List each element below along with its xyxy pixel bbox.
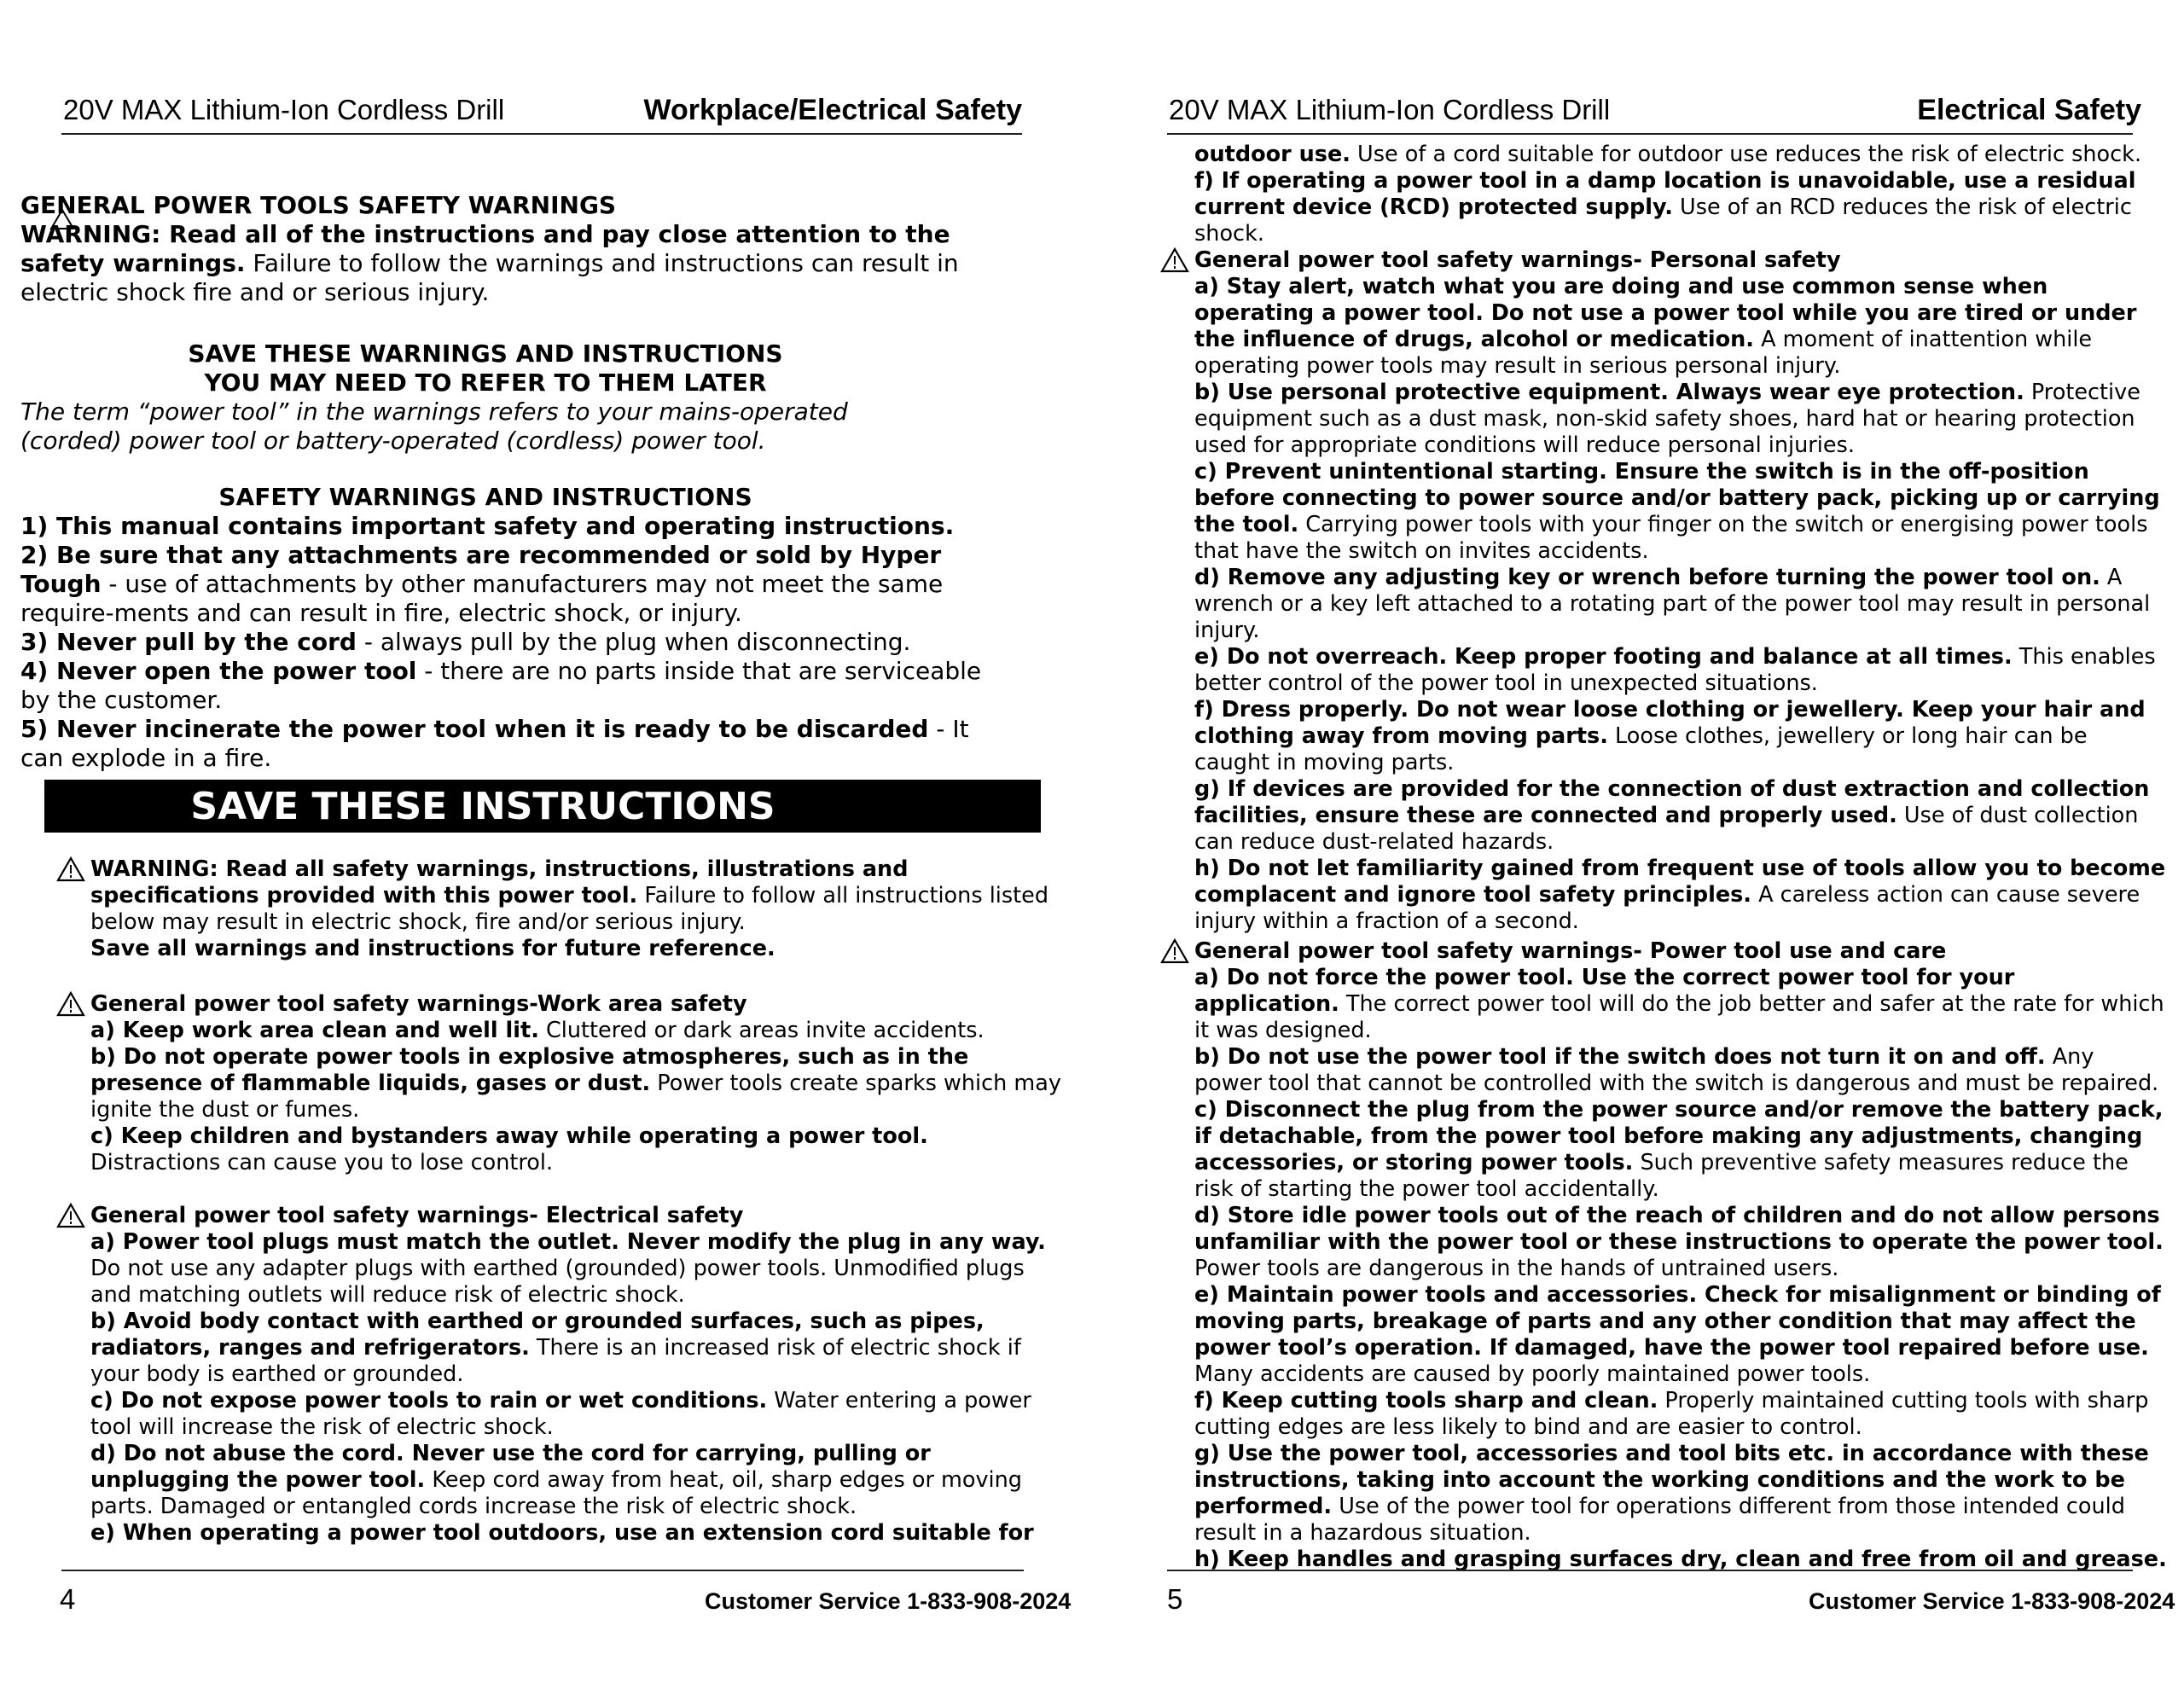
work-area-heading: General power tool safety warnings-Work area safety: [90, 991, 747, 1017]
personal-item-b-rest: Protective equipment such as a dust mask, non-skid safety shoes, hard hat or hearing protection used for appropriate conditions will reduce personal injuries.: [1194, 380, 2140, 458]
header-section: Workplace/Electrical Safety: [643, 94, 1022, 126]
use-care-section: [1194, 938, 2167, 1573]
swi-item-5-bold: 5) Never incinerate the power tool when it is ready to be discarded: [20, 715, 929, 743]
warning-triangle-icon: [56, 1203, 85, 1228]
use-care-item-a-bold: a) Do not force the power tool. Use the correct power tool for your application.: [1194, 965, 2015, 1017]
swi-item-4: [20, 657, 993, 715]
swi-item-1-bold: 1) This manual contains important safety and operating instructions.: [20, 512, 955, 540]
personal-item-h-bold: h) Do not let familiarity gained from frequent use of tools allow you to become complacent and ignore tool safety principles.: [1194, 856, 2166, 908]
use-care-item-b-rest: Any power tool that cannot be controlled with the switch is dangerous and must be repaired.: [1194, 1044, 2159, 1096]
warning-text: [90, 856, 1063, 936]
work-area-item-c-bold: c) Keep children and bystanders away while operating a power tool.: [90, 1123, 928, 1149]
personal-item-d: [1194, 565, 2167, 644]
use-care-item-c-bold: c) Disconnect the plug from the power source and/or remove the battery pack, if detachable, from the power tool before making any adjustments, changing accessories, or storing power tools.: [1194, 1097, 2164, 1175]
personal-item-h-rest: A careless action can cause severe injury within a fraction of a second.: [1194, 882, 2140, 934]
work-area-item-b-rest: Power tools create sparks which may ignite the dust or fumes.: [90, 1071, 1061, 1123]
use-care-item-h-bold: h) Keep handles and grasping surfaces dry, clean and free from oil and grease.: [1194, 1547, 2167, 1572]
swi-item-3: [20, 628, 993, 657]
use-care-heading: General power tool safety warnings- Power tool use and care: [1194, 938, 1947, 964]
swi-item-2-bold: 2) Be sure that any attachments are recommended or sold by Hyper Tough: [20, 541, 942, 598]
use-care-item-d-rest: Power tools are dangerous in the hands of untrained users.: [1194, 1256, 1839, 1281]
electrical-item-a-rest: Do not use any adapter plugs with earthed (grounded) power tools. Unmodified plugs and matching outlets will reduce risk of electric shock.: [90, 1256, 1025, 1308]
electrical-item-a: [90, 1229, 1063, 1309]
footer-rule: [61, 1570, 1024, 1571]
swi-item-2-rest: - use of attachments by other manufacturers may not meet the same require-ments and can result in fire, electric shock, or injury.: [20, 570, 944, 627]
swi-item-1: [20, 512, 993, 541]
use-care-item-b: [1194, 1044, 2167, 1097]
personal-item-c-bold: c) Prevent unintentional starting. Ensure the switch is in the off-position before connecting to power source and/or battery pack, picking up or carrying the tool.: [1194, 459, 2160, 537]
swi-item-2: [20, 541, 993, 628]
warning-triangle-icon: [56, 991, 85, 1017]
use-care-item-d: [1194, 1203, 2167, 1282]
personal-item-g-rest: Use of dust collection can reduce dust-related hazards.: [1194, 803, 2139, 855]
work-area-item-c-rest: Distractions can cause you to lose control.: [90, 1150, 554, 1175]
header-rule: [61, 133, 1022, 135]
use-care-item-e-rest: Many accidents are caused by poorly maintained power tools.: [1194, 1361, 1871, 1387]
swi-item-3-bold: 3) Never pull by the cord: [20, 628, 357, 656]
warning-save: Save all warnings and instructions for future reference.: [90, 936, 775, 961]
intro-heading: GENERAL POWER TOOLS SAFETY WARNINGS: [20, 191, 617, 219]
footer-rule: [1167, 1570, 2133, 1571]
electrical-item-a-bold: a) Power tool plugs must match the outlet. Never modify the plug in any way.: [90, 1229, 1046, 1255]
personal-item-e-rest: This enables better control of the power tool in unexpected situations.: [1194, 644, 2156, 696]
intro-warning-rest: Failure to follow the warnings and instructions can result in electric shock fire and or serious injury.: [20, 249, 959, 306]
use-care-item-f-rest: Properly maintained cutting tools with sharp cutting edges are less likely to bind and are easier to control.: [1194, 1388, 2149, 1440]
electrical-heading: General power tool safety warnings- Electrical safety: [90, 1203, 744, 1228]
header-title: 20V MAX Lithium-Ion Cordless Drill: [1169, 94, 1611, 125]
use-care-item-a-rest: The correct power tool will do the job better and safer at the rate for which it was designed.: [1194, 991, 2164, 1043]
warning-triangle-icon: [49, 208, 75, 230]
use-care-item-g: [1194, 1441, 2167, 1547]
save-warnings-line1: SAVE THESE WARNINGS AND INSTRUCTIONS: [188, 340, 783, 368]
intro-warning: [20, 220, 985, 307]
continued-section: [1194, 142, 2167, 247]
personal-item-g: [1194, 776, 2167, 856]
personal-item-a-bold: a) Stay alert, watch what you are doing and use common sense when operating a power tool. Do not use a power tool while you are tired or under the influence of drugs, alcohol or medication.: [1194, 274, 2137, 352]
use-care-item-g-bold: g) Use the power tool, accessories and tool bits etc. in accordance with these instructions, taking into account the working conditions and the work to be performed.: [1194, 1441, 2149, 1519]
page-number: 5: [1167, 1583, 1183, 1615]
personal-item-e: [1194, 644, 2167, 697]
use-care-item-e: [1194, 1282, 2167, 1388]
swi-item-5-rest: - It can explode in a fire.: [20, 715, 969, 772]
swi-item-4-bold: 4) Never open the power tool: [20, 657, 417, 685]
customer-service: Customer Service 1-833-908-2024: [705, 1588, 1072, 1614]
personal-item-a: [1194, 274, 2167, 380]
electrical-item-b-rest: There is an increased risk of electric shock if your body is earthed or grounded.: [90, 1335, 1021, 1387]
electrical-item-e-bold: e) When operating a power tool outdoors, use an extension cord suitable for: [90, 1520, 1034, 1546]
customer-service: Customer Service 1-833-908-2024: [1809, 1588, 2175, 1614]
header-rule: [1167, 133, 2133, 135]
use-care-item-c: [1194, 1097, 2167, 1203]
use-care-item-f-bold: f) Keep cutting tools sharp and clean.: [1194, 1388, 1658, 1413]
continued-outdoor-rest: Use of a cord suitable for outdoor use reduces the risk of electric shock.: [1350, 142, 2142, 167]
personal-item-f: [1194, 697, 2167, 776]
swi-item-5: [20, 715, 993, 773]
personal-item-d-bold: d) Remove any adjusting key or wrench before turning the power tool on.: [1194, 565, 2100, 590]
electrical-item-c-rest: Water entering a power tool will increase the risk of electric shock.: [90, 1388, 1031, 1440]
swi-item-4-rest: - there are no parts inside that are serviceable by the customer.: [20, 657, 982, 714]
use-care-item-b-bold: b) Do not use the power tool if the switch does not turn it on and off.: [1194, 1044, 2046, 1070]
banner-text: SAVE THESE INSTRUCTIONS: [190, 784, 775, 828]
electrical-item-b-bold: b) Avoid body contact with earthed or grounded surfaces, such as pipes, radiators, ranges and refrigerators.: [90, 1309, 985, 1361]
swi-section: [20, 483, 993, 773]
warning-triangle-icon: [1160, 938, 1189, 964]
electrical-item-c: [90, 1388, 1063, 1441]
work-area-item-c: [90, 1123, 1063, 1176]
warning-triangle-icon: [56, 856, 85, 882]
personal-item-d-rest: A wrench or a key left attached to a rotating part of the power tool may result in personal injury.: [1194, 565, 2151, 643]
electrical-item-d-rest: Keep cord away from heat, oil, sharp edges or moving parts. Damaged or entangled cords increase the risk of electric shock.: [90, 1467, 1022, 1519]
use-care-item-a: [1194, 965, 2167, 1044]
personal-section: [1194, 247, 2167, 935]
work-area-item-a: [90, 1018, 1063, 1044]
continued-item-f: [1194, 168, 2167, 247]
term-note: The term “power tool” in the warnings refers to your mains-operated (corded) power tool or battery-operated (cordless) power tool.: [20, 398, 848, 455]
warning-triangle-icon: [1160, 247, 1189, 273]
electrical-item-d-bold: d) Do not abuse the cord. Never use the cord for carrying, pulling or unplugging the power tool.: [90, 1441, 931, 1493]
personal-item-b-bold: b) Use personal protective equipment. Always wear eye protection.: [1194, 380, 2024, 405]
warning-block: [90, 856, 1063, 962]
personal-item-c-rest: Carrying power tools with your finger on the switch or energising power tools that have the switch on invites accidents.: [1194, 512, 2148, 564]
electrical-item-d: [90, 1441, 1063, 1520]
continued-item-f-rest: Use of an RCD reduces the risk of electric shock.: [1194, 194, 2132, 247]
use-care-item-g-rest: Use of the power tool for operations different from those intended could result in a hazardous situation.: [1194, 1494, 2125, 1546]
personal-item-f-bold: f) Dress properly. Do not wear loose clothing or jewellery. Keep your hair and clothing away from moving parts.: [1194, 697, 2146, 749]
personal-item-c: [1194, 459, 2167, 565]
header-section: Electrical Safety: [1917, 94, 2141, 126]
swi-item-3-rest: - always pull by the plug when disconnecting.: [356, 628, 911, 656]
intro-warning-bold: WARNING: Read all of the instructions and pay close attention to the safety warnings.: [20, 220, 950, 277]
personal-heading: General power tool safety warnings- Personal safety: [1194, 247, 1841, 273]
warning-text-bold: WARNING: Read all safety warnings, instructions, illustrations and specifications provided with this power tool.: [90, 856, 909, 908]
electrical-item-e: [90, 1520, 1063, 1547]
personal-item-h: [1194, 856, 2167, 935]
save-instructions-banner: [44, 780, 1041, 833]
swi-heading: SAFETY WARNINGS AND INSTRUCTIONS: [218, 483, 752, 511]
personal-item-b: [1194, 380, 2167, 459]
electrical-item-b: [90, 1309, 1063, 1388]
work-area-item-a-rest: Cluttered or dark areas invite accidents.: [538, 1018, 985, 1043]
work-area-item-b-bold: b) Do not operate power tools in explosive atmospheres, such as in the presence of flammable liquids, gases or dust.: [90, 1044, 969, 1096]
page-number: 4: [60, 1583, 76, 1615]
save-warnings-block: [20, 340, 950, 398]
page-5: [1101, 0, 2184, 1689]
work-area-item-a-bold: a) Keep work area clean and well lit.: [90, 1018, 539, 1043]
use-care-item-c-rest: Such preventive safety measures reduce the risk of starting the power tool accidentally.: [1194, 1150, 2129, 1202]
electrical-item-c-bold: c) Do not expose power tools to rain or wet conditions.: [90, 1388, 768, 1413]
use-care-item-e-bold: e) Maintain power tools and accessories. Check for misalignment or binding of moving parts, breakage of parts and any other condition that may affect the power tool’s operation. If damaged, have the power tool repaired before use.: [1194, 1282, 2161, 1361]
work-area-item-b: [90, 1044, 1063, 1123]
save-warnings-line2: YOU MAY NEED TO REFER TO THEM LATER: [204, 369, 767, 397]
continued-item-f-bold: f) If operating a power tool in a damp location is unavoidable, use a residual current device (RCD) protected supply.: [1194, 168, 2136, 220]
page-4: [0, 0, 1083, 1689]
electrical-section: [90, 1203, 1063, 1547]
personal-item-a-rest: A moment of inattention while operating power tools may result in serious personal injury.: [1194, 327, 2093, 379]
personal-item-e-bold: e) Do not overreach. Keep proper footing and balance at all times.: [1194, 644, 2013, 670]
header-title: 20V MAX Lithium-Ion Cordless Drill: [63, 94, 505, 125]
warning-text-rest: Failure to follow all instructions listed below may result in electric shock, fire and/or serious injury.: [90, 883, 1049, 935]
personal-item-g-bold: g) If devices are provided for the connection of dust extraction and collection facilities, ensure these are connected and properly used.: [1194, 776, 2150, 828]
use-care-item-f: [1194, 1388, 2167, 1441]
intro-section: [20, 191, 985, 307]
continued-outdoor: [1194, 142, 2167, 168]
continued-outdoor-bold: outdoor use.: [1194, 142, 1350, 167]
personal-item-f-rest: Loose clothes, jewellery or long hair can be caught in moving parts.: [1194, 723, 2088, 775]
use-care-item-d-bold: d) Store idle power tools out of the reach of children and do not allow persons unfamiliar with the power tool or these instructions to operate the power tool.: [1194, 1203, 2164, 1255]
work-area-section: [90, 991, 1063, 1176]
